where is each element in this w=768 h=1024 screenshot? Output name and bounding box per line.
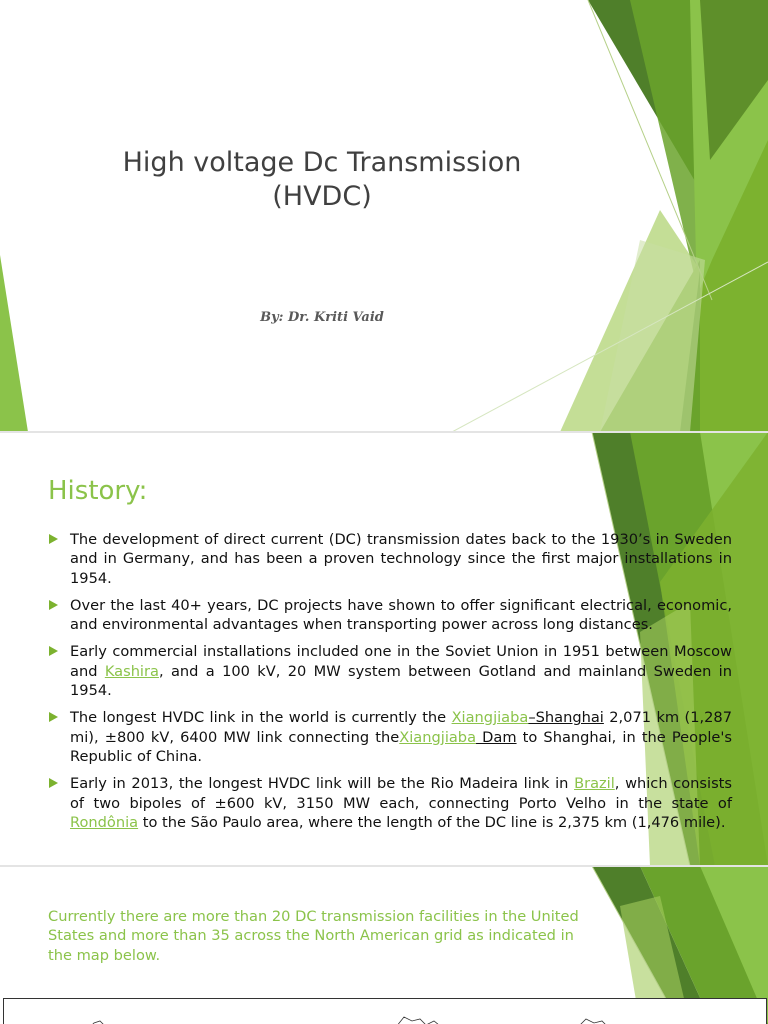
xiangjiaba-link[interactable]: Xiangjiaba bbox=[451, 709, 529, 727]
bullet-text: Early in 2013, the longest HVDC link will be the Rio Madeira link in bbox=[70, 775, 575, 793]
list-item bbox=[48, 642, 732, 700]
bullet-text: , which consists of two bipoles of ±600 kV, 3150 MW each, connecting Porto Velho in the state of bbox=[70, 775, 733, 812]
bullet-arrow-icon bbox=[49, 534, 58, 544]
map-outline-drawing bbox=[4, 999, 766, 1024]
bullet-text: Early commercial installations included one in the Soviet Union in 1951 between Moscow and bbox=[70, 643, 732, 680]
shanghai-link[interactable]: –Shanghai bbox=[528, 709, 604, 727]
brazil-link[interactable]: Brazil bbox=[574, 775, 615, 793]
map-slide bbox=[0, 866, 768, 1024]
bullet-arrow-icon bbox=[49, 600, 58, 610]
bullet-arrow-icon bbox=[49, 712, 58, 722]
history-heading: History: bbox=[48, 476, 148, 506]
green-shapes-decoration bbox=[0, 0, 768, 432]
bullet-text: 2,071 km (1,287 mi), ±800 kV, 6400 MW link connecting the bbox=[70, 709, 732, 746]
bullet-text: The development of direct current (DC) transmission dates back to the 1930’s in Sweden and in Germany, and has been a proven technology since the first major installations in 1954. bbox=[70, 531, 732, 587]
list-item bbox=[48, 774, 732, 832]
slide-divider bbox=[0, 431, 768, 433]
bullet-text: , and a 100 kV, 20 MW system between Gotland and mainland Sweden in 1954. bbox=[70, 662, 732, 700]
bullet-text: to Shanghai, in the People's Republic of China. bbox=[70, 728, 732, 765]
list-item bbox=[48, 530, 732, 588]
bullet-arrow-icon bbox=[49, 646, 58, 656]
list-item bbox=[48, 708, 732, 766]
title-line-2: (HVDC) bbox=[272, 181, 372, 212]
title-slide bbox=[0, 0, 768, 432]
author-byline: By: Dr. Kriti Vaid bbox=[260, 310, 384, 325]
bullet-text: to the São Paulo area, where the length of the DC line is 2,375 km (1,476 mile). bbox=[138, 813, 726, 831]
bullet-arrow-icon bbox=[49, 778, 58, 788]
bullet-text: Over the last 40+ years, DC projects have shown to offer significant electrical, economic, and environmental advantages when transporting power across long distances. bbox=[70, 596, 732, 634]
dc-facilities-note: Currently there are more than 20 DC transmission facilities in the United States and more than 35 across the North American grid as indicated in the map below. bbox=[48, 908, 579, 964]
list-item bbox=[48, 596, 732, 635]
history-bullet-list bbox=[48, 530, 732, 840]
rondonia-link[interactable]: Rondônia bbox=[70, 813, 139, 831]
dam-link[interactable]: Dam bbox=[476, 728, 517, 746]
xiangjiaba-dam-link[interactable]: Xiangjiaba bbox=[399, 728, 477, 746]
bullet-text: The longest HVDC link in the world is currently the bbox=[70, 709, 452, 727]
north-america-map bbox=[3, 998, 767, 1024]
slide-title bbox=[60, 146, 584, 214]
title-line-1: High voltage Dc Transmission bbox=[122, 147, 522, 178]
slide-divider bbox=[0, 865, 768, 867]
kashira-link[interactable]: Kashira bbox=[104, 662, 159, 680]
history-slide bbox=[0, 432, 768, 866]
